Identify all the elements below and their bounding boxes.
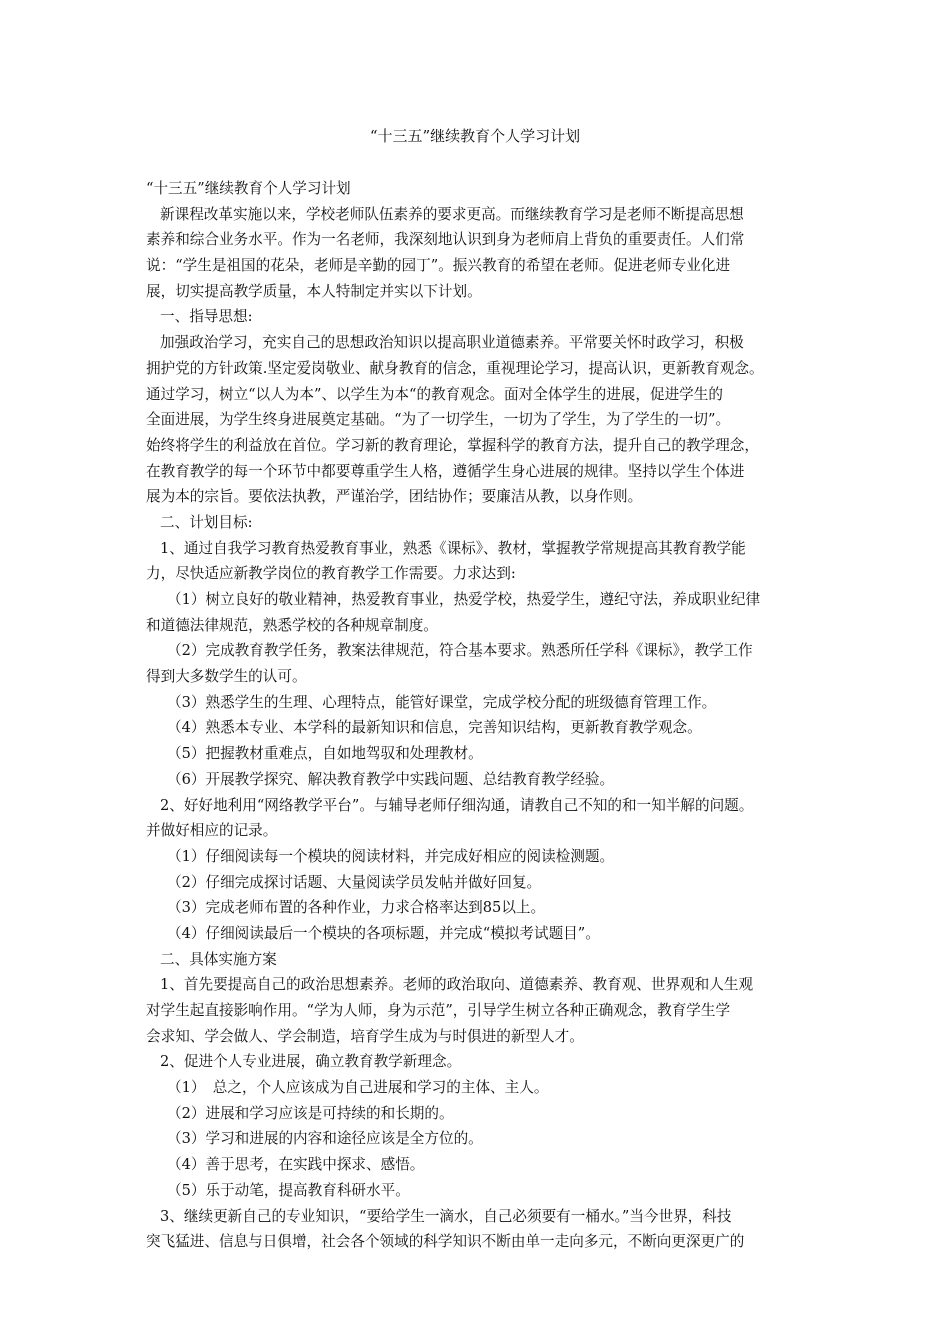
text-line: （2）完成教育教学任务，教案法律规范，符合基本要求。熟悉所任学科《课标》，教学工作 — [167, 642, 753, 660]
text-line: （1）仔细阅读每一个模块的阅读材料，并完成好相应的阅读检测题。 — [167, 847, 615, 865]
text-line: （1） 总之，个人应该成为自己进展和学习的主体、主人。 — [167, 1079, 549, 1097]
text-line: 始终将学生的利益放在首位。学习新的教育理论，掌握科学的教育方法，提升自己的教学理念， — [146, 436, 759, 454]
text-line: （6）开展教学探究、解决教育教学中实践问题、总结教育教学经验。 — [167, 770, 615, 788]
text-line: 2、促进个人专业进展，确立教育教学新理念。 — [160, 1053, 462, 1071]
text-line: 一、指导思想: — [160, 308, 253, 326]
text-line: 在教育教学的每一个环节中都要尊重学生人格，遵循学生身心进展的规律。坚持以学生个体进 — [146, 462, 745, 480]
text-line: （3）学习和进展的内容和途径应该是全方位的。 — [167, 1130, 483, 1148]
text-line: 加强政治学习，充实自己的思想政治知识以提高职业道德素养。平常要关怀时政学习，积极 — [160, 334, 744, 352]
text-line: 二、计划目标: — [160, 513, 253, 531]
text-line: （3）完成老师布置的各种作业，力求合格率达到85以上。 — [167, 899, 546, 917]
text-line: 1、首先要提高自己的政治思想素养。老师的政治取向、道德素养、教育观、世界观和人生观 — [160, 976, 754, 994]
text-line: （4）善于思考，在实践中探求、感悟。 — [167, 1156, 425, 1174]
text-line: （3）熟悉学生的生理、心理特点，能管好课堂，完成学校分配的班级德育管理工作。 — [167, 693, 717, 711]
text-line: “十三五”继续教育个人学习计划 — [146, 180, 351, 197]
text-line: （4）仔细阅读最后一个模块的各项标题，并完成“模拟考试题目”。 — [167, 924, 600, 942]
text-line: 素养和综合业务水平。作为一名老师，我深刻地认识到身为老师肩上背负的重要责任。人们常 — [146, 231, 745, 249]
text-line: （2）进展和学习应该是可持续的和长期的。 — [167, 1104, 454, 1122]
text-line: 说：“学生是祖国的花朵，老师是辛勤的园丁”。振兴教育的希望在老师。促进老师专业化进 — [146, 257, 731, 275]
document-title: “十三五”继续教育个人学习计划 — [369, 127, 581, 145]
text-line: （1）树立良好的敬业精神，热爱教育事业，热爱学校，热爱学生，遵纪守法，养成职业纪律 — [167, 591, 761, 608]
text-line: 展，切实提高教学质量，本人特制定并实以下计划。 — [146, 282, 482, 300]
text-line: 力，尽快适应新教学岗位的教育教学工作需要。力求达到: — [146, 565, 516, 583]
text-line: 全面进展，为学生终身进展奠定基础。“为了一切学生，一切为了学生，为了学生的一切”。 — [146, 411, 731, 429]
text-line: 通过学习，树立“以人为本”、以学生为本“的教育观念。面对全体学生的进展，促进学生的 — [146, 385, 723, 403]
text-line: （5）乐于动笔，提高教育科研水平。 — [167, 1181, 410, 1199]
text-line: 会求知、学会做人、学会制造，培育学生成为与时俱进的新型人才。 — [146, 1027, 584, 1045]
text-line: 2、好好地利用“网络教学平台”。与辅导老师仔细沟通，请教自己不知的和一知半解的问题。 — [160, 796, 754, 814]
text-line: 1、通过自我学习教育热爱教育事业，熟悉《课标》、教材，掌握教学常规提高其教育教学能 — [160, 539, 746, 557]
text-line: 对学生起直接影响作用。“学为人师，身为示范”，引导学生树立各种正确观念，教育学生学 — [146, 1002, 731, 1019]
text-line: 得到大多数学生的认可。 — [146, 668, 307, 686]
text-line: 和道德法律规范，熟悉学校的各种规章制度。 — [146, 616, 438, 634]
text-line: 3、继续更新自己的专业知识，“要给学生一滴水，自己必须要有一桶水。”当今世界，科技 — [160, 1207, 732, 1225]
text-line: 突飞猛进、信息与日俱增，社会各个领域的科学知识不断由单一走向多元，不断向更深更广的 — [146, 1233, 745, 1251]
text-line: 展为本的宗旨。要依法执教，严谨治学，团结协作；要廉洁从教，以身作则。 — [146, 488, 643, 506]
text-line: （2）仔细完成探讨话题、大量阅读学员发帖并做好回复。 — [167, 873, 542, 891]
text-line: 并做好相应的记录。 — [146, 822, 278, 840]
text-line: 新课程改革实施以来，学校老师队伍素养的要求更高。而继续教育学习是老师不断提高思想 — [160, 205, 744, 223]
document-body — [146, 176, 826, 1255]
text-line: 二、具体实施方案 — [160, 950, 277, 968]
text-line: （4）熟悉本专业、本学科的最新知识和信息，完善知识结构，更新教育教学观念。 — [167, 719, 702, 737]
text-line: （5）把握教材重难点，自如地驾驭和处理教材。 — [167, 745, 483, 763]
text-line: 拥护党的方针政策.坚定爱岗敬业、献身教育的信念，重视理论学习，提高认识，更新教育观念。 — [146, 359, 764, 377]
